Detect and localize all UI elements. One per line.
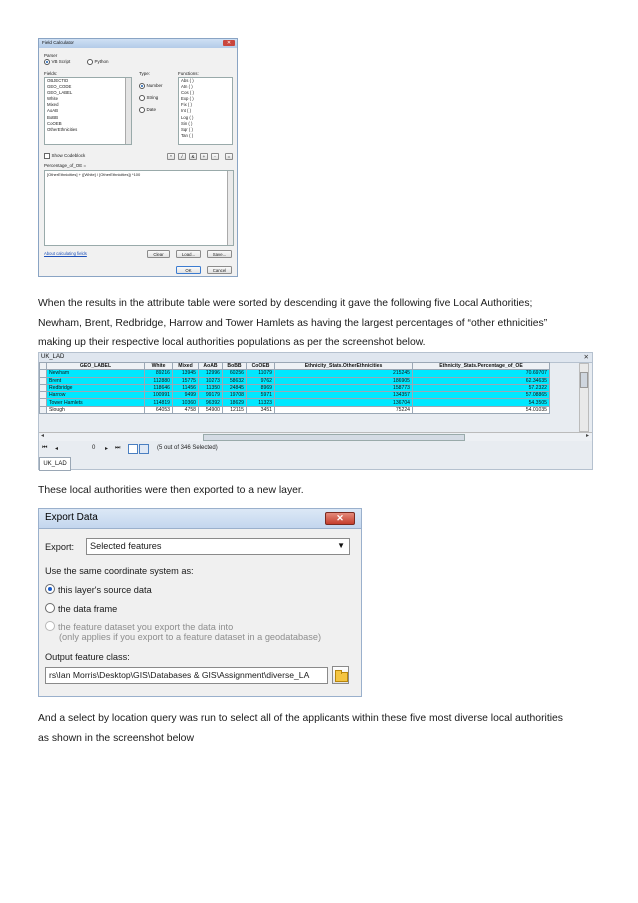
field-item[interactable]: AoAB (47, 108, 58, 114)
cancel-button[interactable]: Cancel (207, 266, 232, 274)
table-header-row (40, 363, 550, 370)
function-item[interactable]: Exp ( ) (181, 96, 194, 102)
equals-button[interactable]: = (225, 153, 233, 160)
cell[interactable]: 11456 (173, 384, 199, 391)
column-header[interactable]: Ethnicity_Stats.OtherEthnicities (275, 363, 413, 370)
column-header[interactable]: White (145, 363, 173, 370)
fields-scrollbar[interactable] (125, 78, 131, 144)
table-row[interactable] (40, 377, 550, 384)
parser-label: Parser (44, 53, 58, 58)
scroll-thumb[interactable] (580, 372, 588, 388)
cell[interactable]: 10273 (199, 377, 223, 384)
about-calculating-fields-link[interactable]: About calculating fields (44, 251, 87, 256)
scroll-left-icon[interactable]: ◂ (41, 433, 45, 439)
paragraph-line: These local authorities were then exported to a new layer. (38, 485, 304, 496)
expression-text: [OtherEthnicities] + ([White] / [OtherEthnicities]) *100 (47, 172, 141, 177)
field-item[interactable]: BoBB (47, 114, 58, 120)
cell[interactable]: 75224 (275, 406, 413, 413)
radio-icon (45, 621, 55, 631)
cell[interactable]: 215245 (275, 370, 413, 377)
output-feature-class-input[interactable] (45, 667, 328, 684)
field-calculator-dialog (38, 38, 238, 277)
table-row[interactable] (40, 399, 550, 406)
output-path-value: rs\Ian Morris\Desktop\GIS\Databases & GIS\Assignment\diverse_LA (49, 670, 310, 680)
cell[interactable]: Harrow (47, 392, 145, 399)
parser-python-radio[interactable]: Python (87, 59, 109, 65)
row-selector[interactable] (40, 392, 47, 399)
checkbox-icon (44, 153, 50, 159)
column-header[interactable]: GEO_LABEL (47, 363, 145, 370)
type-label: Type: (139, 71, 151, 76)
row-selector[interactable] (40, 399, 47, 406)
cell[interactable]: 158773 (275, 384, 413, 391)
function-item[interactable]: Sin ( ) (181, 120, 193, 126)
attribute-table-window (38, 352, 593, 470)
show-selected-records-icon[interactable] (139, 444, 149, 454)
close-button[interactable]: ✕ (325, 512, 355, 525)
cell[interactable]: Slough (47, 406, 145, 413)
attribute-table (39, 362, 550, 414)
table-row[interactable] (40, 384, 550, 391)
paragraph-results (38, 294, 604, 353)
dialog-title: Export Data (45, 512, 98, 523)
cell[interactable]: 89216 (145, 370, 173, 377)
cell[interactable]: 18629 (223, 399, 247, 406)
plus-button[interactable]: + (200, 153, 208, 160)
cell[interactable]: 4758 (173, 406, 199, 413)
last-record-icon[interactable]: ⏭ (115, 445, 121, 451)
cell[interactable]: 118646 (145, 384, 173, 391)
row-selector[interactable] (40, 384, 47, 391)
radio-icon (87, 59, 93, 65)
selection-status: (5 out of 346 Selected) (157, 445, 218, 451)
expression-scrollbar[interactable] (227, 171, 233, 245)
show-codeblock-checkbox[interactable]: Show Codeblock (44, 153, 85, 159)
type-number-radio[interactable]: Number (139, 83, 163, 89)
cell[interactable]: 99179 (199, 392, 223, 399)
feature-dataset-note: (only applies if you export to a feature dataset in a geodatabase) (59, 632, 322, 642)
type-string-radio[interactable]: String (139, 95, 158, 101)
radio-icon (45, 584, 55, 594)
feature-dataset-radio[interactable] (45, 621, 233, 632)
table-title: UK_LAD (41, 354, 65, 360)
paragraph-line: making up their respective local authorities populations as per the screenshot below. (38, 337, 426, 348)
radio-icon (139, 107, 145, 113)
cell[interactable]: 12996 (199, 370, 223, 377)
field-item[interactable]: OBJECTID (47, 78, 69, 83)
export-dropdown[interactable] (86, 538, 350, 555)
cell[interactable]: 9762 (247, 377, 275, 384)
function-item[interactable]: Sqr ( ) (181, 126, 193, 132)
title-bar (39, 509, 361, 529)
ok-button[interactable]: OK (176, 266, 201, 274)
cell[interactable]: 9499 (173, 392, 199, 399)
column-header[interactable]: CoOEB (247, 363, 275, 370)
cell[interactable]: 186905 (275, 377, 413, 384)
chevron-down-icon[interactable]: ▼ (337, 541, 345, 550)
previous-record-icon[interactable]: ◂ (55, 446, 59, 452)
multiply-button[interactable]: * (167, 153, 175, 160)
save-button[interactable]: Save... (207, 250, 232, 258)
cell[interactable]: 8969 (247, 384, 275, 391)
dialog-title: Field Calculator (42, 40, 74, 45)
cell[interactable]: Newham (47, 370, 145, 377)
cell[interactable]: 112880 (145, 377, 173, 384)
cell[interactable]: 54900 (199, 406, 223, 413)
function-item[interactable]: Fix ( ) (181, 102, 192, 108)
radio-icon (45, 603, 55, 613)
cell[interactable]: Tower Hamlets (47, 399, 145, 406)
navigation-bar (39, 443, 592, 455)
export-data-dialog (38, 508, 362, 697)
tab-uk-lad[interactable]: UK_LAD (39, 457, 71, 471)
load-button[interactable]: Load... (176, 250, 201, 258)
cell[interactable]: 136704 (275, 399, 413, 406)
field-item[interactable]: CoOEB (47, 120, 62, 126)
row-selector[interactable] (40, 406, 47, 413)
cell[interactable]: 57.2322 (413, 384, 550, 391)
table-row[interactable] (40, 370, 550, 377)
function-item[interactable]: Abs ( ) (181, 78, 194, 83)
function-item[interactable]: Int ( ) (181, 108, 192, 114)
radio-icon (139, 95, 145, 101)
paragraph-select-by-location (38, 709, 604, 748)
output-feature-class-label: Output feature class: (45, 652, 130, 662)
functions-list[interactable] (178, 77, 233, 145)
cell[interactable]: Brent (47, 377, 145, 384)
cell[interactable]: 54.01035 (413, 406, 550, 413)
cell[interactable]: 64053 (145, 406, 173, 413)
first-record-icon[interactable]: ⏮ (42, 445, 48, 451)
ampersand-button[interactable]: & (189, 153, 197, 160)
coordinate-system-label: Use the same coordinate system as: (45, 566, 194, 576)
row-header-corner (40, 363, 47, 370)
cell[interactable]: 60256 (223, 370, 247, 377)
cell[interactable]: 11350 (199, 384, 223, 391)
radio-icon (139, 83, 145, 89)
cell[interactable]: 100991 (145, 392, 173, 399)
field-item[interactable]: GEO_CODE (47, 84, 72, 90)
show-all-records-icon[interactable] (128, 444, 138, 454)
source-data-radio[interactable] (45, 584, 152, 595)
field-item[interactable]: White (47, 96, 58, 102)
cell[interactable]: 11079 (247, 370, 275, 377)
cell[interactable]: Redbridge (47, 384, 145, 391)
scroll-right-icon[interactable]: ▸ (585, 433, 589, 439)
row-selector[interactable] (40, 370, 47, 377)
paragraph-line: as shown in the screenshot below (38, 732, 194, 744)
cell[interactable]: 12115 (223, 406, 247, 413)
close-icon[interactable]: ✕ (583, 354, 589, 361)
expression-textarea[interactable] (44, 170, 234, 246)
cell[interactable]: 3451 (247, 406, 275, 413)
cell[interactable]: 62.34635 (413, 377, 550, 384)
close-button[interactable]: ✕ (223, 40, 235, 46)
functions-label: Functions: (178, 71, 199, 76)
cell[interactable]: 70.69707 (413, 370, 550, 377)
column-header[interactable]: Ethnicity_Stats.Percentage_of_OE (413, 363, 550, 370)
fields-list[interactable] (44, 77, 132, 145)
scroll-thumb[interactable] (203, 434, 465, 441)
radio-icon (44, 59, 50, 65)
column-header[interactable]: Mixed (173, 363, 199, 370)
table-row[interactable] (40, 406, 550, 413)
paragraph-line: When the results in the attribute table were sorted by descending it gave the following five Local Authorities; (38, 298, 533, 309)
cell[interactable]: 19708 (223, 392, 247, 399)
field-item[interactable]: Mixed (47, 102, 59, 108)
cell[interactable]: 10360 (173, 399, 199, 406)
paragraph-export (38, 481, 604, 501)
field-item[interactable]: OtherEthnicities (47, 126, 78, 132)
function-item[interactable]: Cos ( ) (181, 90, 194, 96)
parser-vbscript-radio[interactable]: VB Script (44, 59, 70, 65)
paragraph-line: Newham, Brent, Redbridge, Harrow and Tower Hamlets as having the largest percentages of “other ethnicities” (38, 317, 548, 329)
minus-button[interactable]: - (211, 153, 219, 160)
cell[interactable]: 134357 (275, 392, 413, 399)
expression-label: Percentage_of_OE = (44, 163, 87, 168)
function-item[interactable]: Tan ( ) (181, 132, 194, 138)
function-item[interactable]: Atn ( ) (181, 84, 193, 90)
next-record-icon[interactable]: ▸ (105, 446, 109, 452)
type-date-radio[interactable]: Date (139, 107, 156, 113)
cell[interactable]: 13945 (173, 370, 199, 377)
cell[interactable]: 5971 (247, 392, 275, 399)
cell[interactable]: 96392 (199, 399, 223, 406)
column-header[interactable]: BoBB (223, 363, 247, 370)
cell[interactable]: 24845 (223, 384, 247, 391)
function-item[interactable]: Log ( ) (181, 114, 194, 120)
paragraph-line: And a select by location query was run to select all of the applicants within these five most diverse local authorities (38, 713, 564, 724)
title-bar (39, 39, 237, 48)
fields-label: Fields: (44, 71, 58, 76)
table-row[interactable] (40, 392, 550, 399)
export-dropdown-value: Selected features (90, 541, 162, 551)
cell[interactable]: 11323 (247, 399, 275, 406)
feature-dataset-label: the feature dataset you export the data into (58, 622, 234, 632)
clear-button[interactable]: Clear (147, 250, 170, 258)
cell[interactable]: 54.3505 (413, 399, 550, 406)
cell[interactable]: 15775 (173, 377, 199, 384)
column-header[interactable]: AoAB (199, 363, 223, 370)
source-data-label: this layer's source data (58, 585, 152, 595)
cell[interactable]: 58632 (223, 377, 247, 384)
data-frame-radio[interactable] (45, 603, 117, 614)
divide-button[interactable]: / (178, 153, 186, 160)
cell[interactable]: 57.08865 (413, 392, 550, 399)
data-frame-label: the data frame (58, 604, 118, 614)
browse-folder-icon[interactable] (332, 666, 349, 684)
record-number[interactable]: 0 (92, 445, 96, 451)
cell[interactable]: 114819 (145, 399, 173, 406)
field-item[interactable]: GEO_LABEL (47, 90, 73, 96)
export-label: Export: (45, 542, 75, 552)
row-selector[interactable] (40, 377, 47, 384)
horizontal-scrollbar[interactable] (39, 432, 592, 441)
vertical-scrollbar[interactable] (579, 363, 589, 432)
